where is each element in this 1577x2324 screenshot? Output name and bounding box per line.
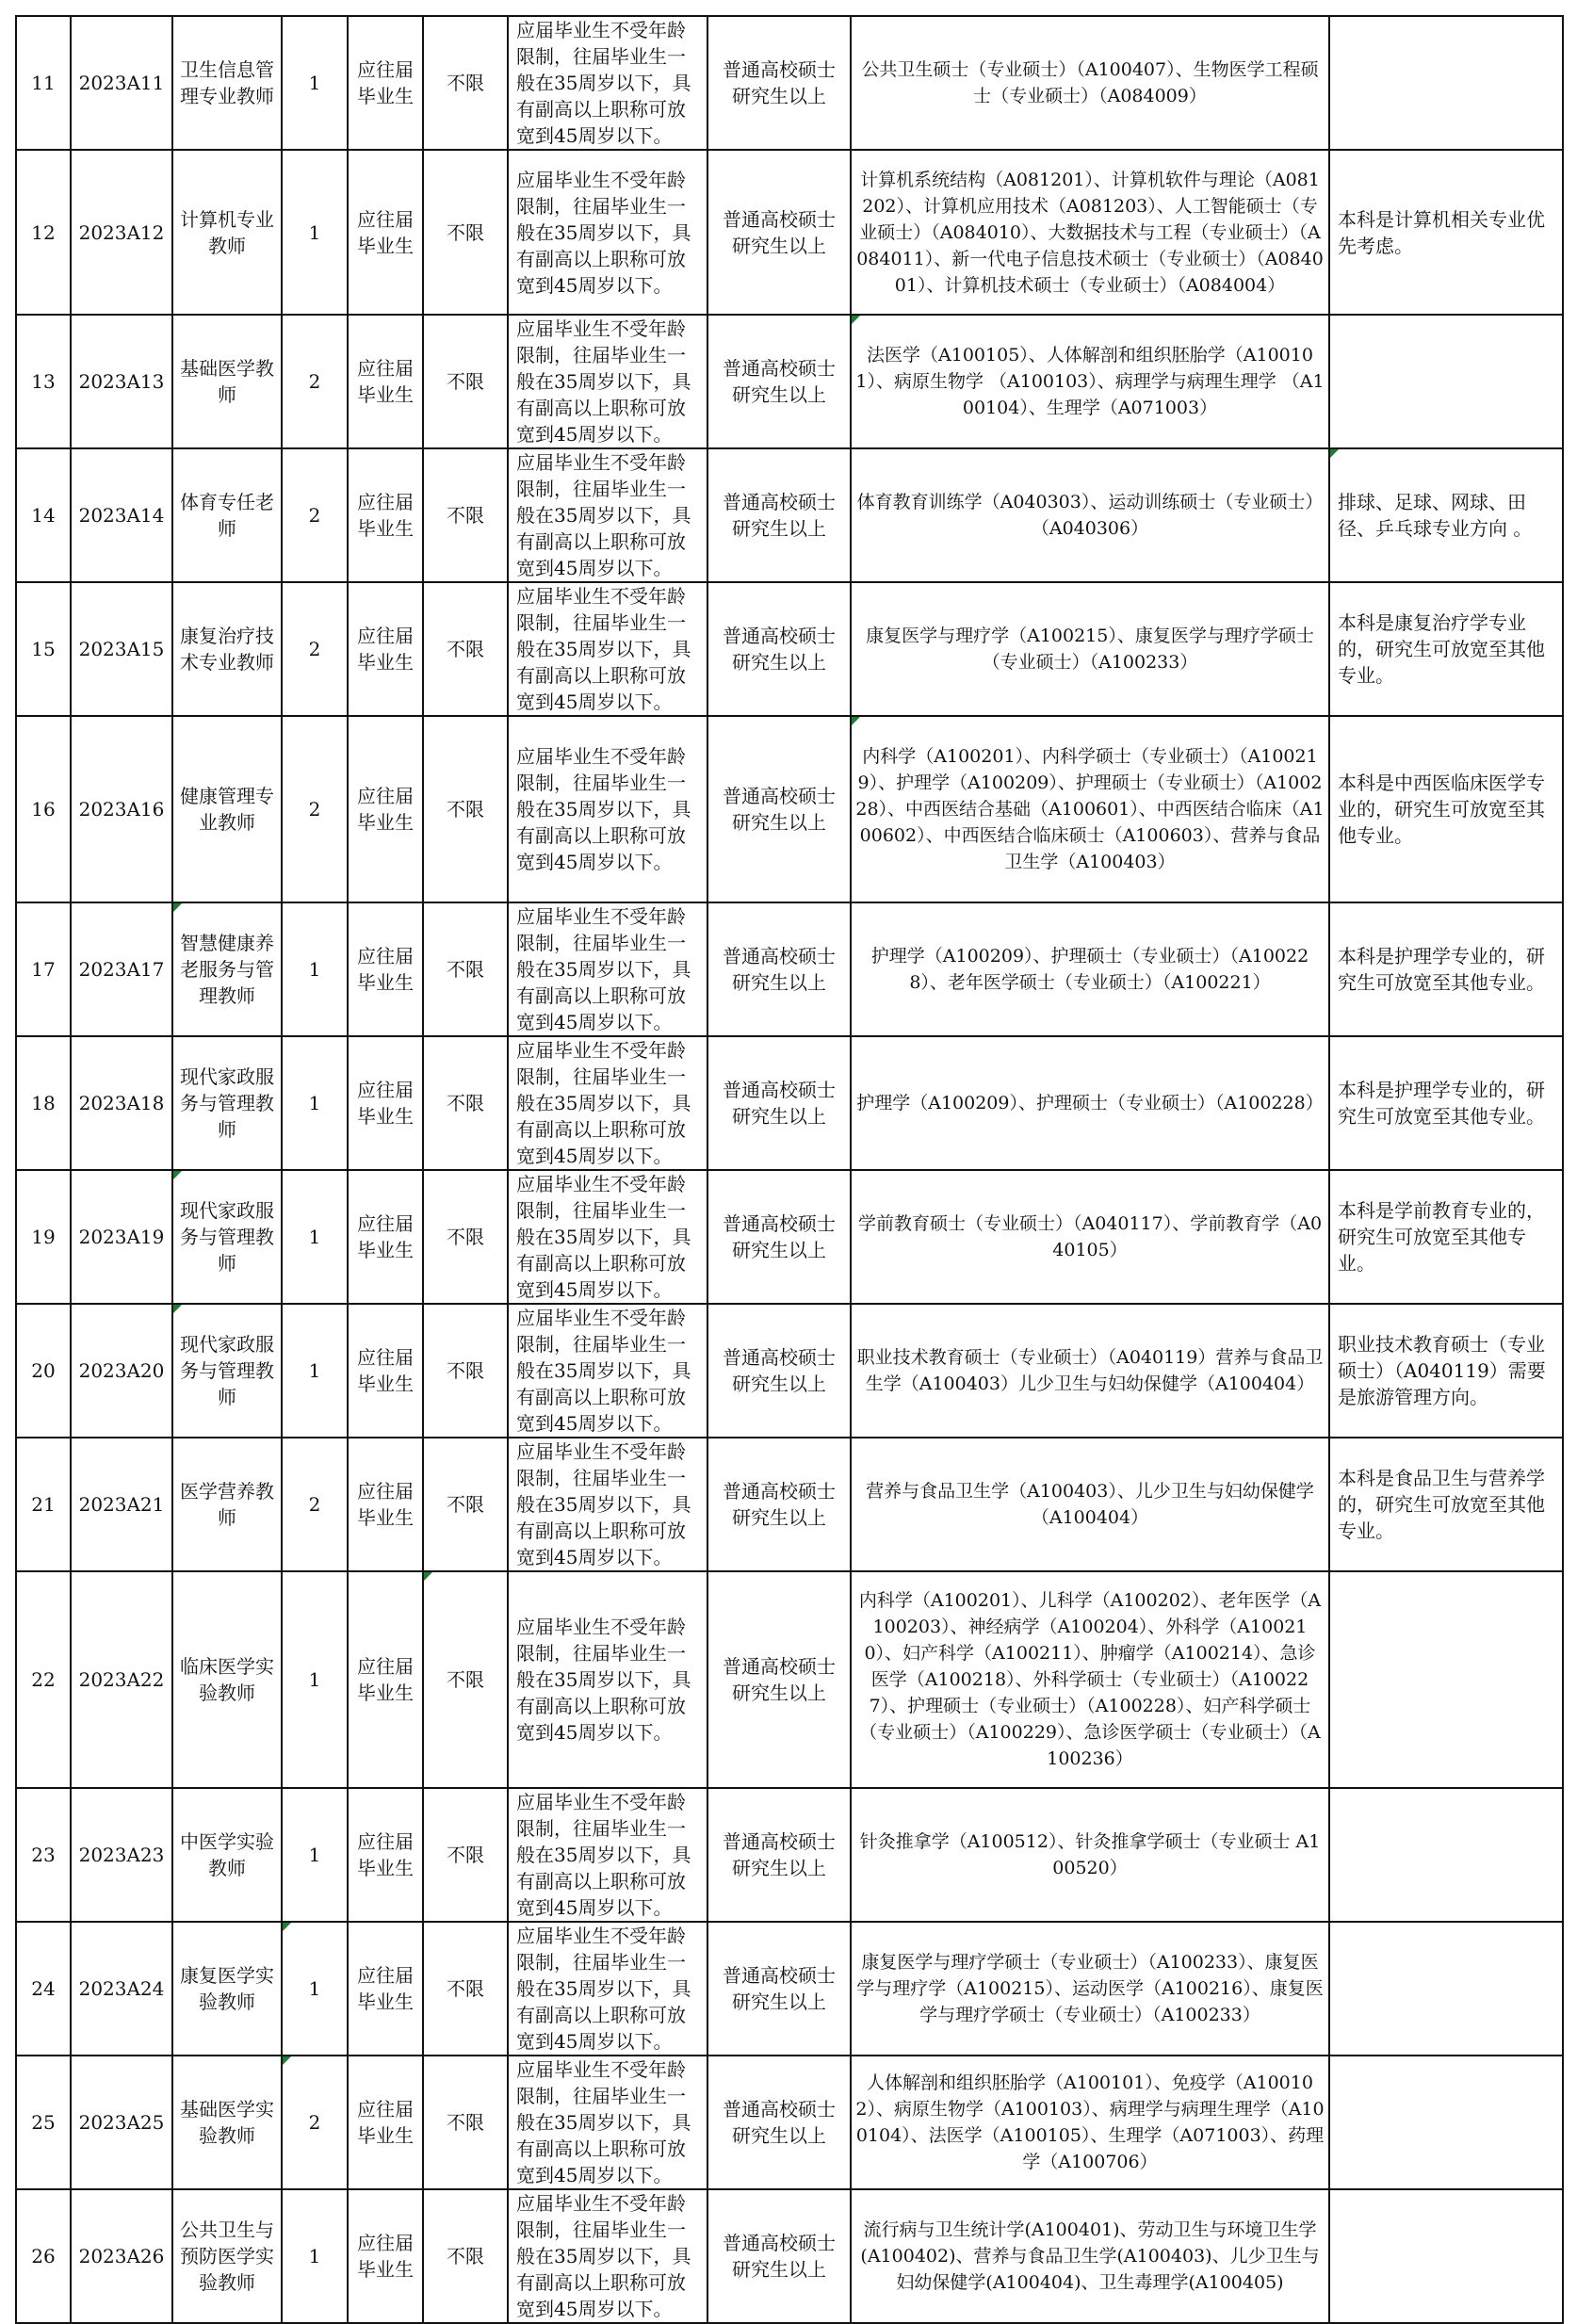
position-code-cell: 2023A12 [71,150,172,315]
row-number-cell: 20 [16,1304,71,1438]
row-number-cell: 21 [16,1438,71,1571]
row-number-cell: 25 [16,2056,71,2189]
remarks-cell [1329,315,1563,448]
hire-count-cell: 1 [282,1571,348,1788]
applicant-source-cell: 应往届毕业生 [348,582,423,716]
education-requirement-cell: 普通高校硕士研究生以上 [707,1571,851,1788]
political-status-cell: 不限 [423,1571,508,1788]
major-requirement-cell: 流行病与卫生统计学(A100401)、劳动卫生与环境卫生学(A100402)、营养与食品卫生学(A100403)、儿少卫生与妇幼保健学(A100404)、卫生毒理学(A100405) [851,2189,1329,2323]
applicant-source-cell: 应往届毕业生 [348,1571,423,1788]
remarks-cell: 本科是计算机相关专业优先考虑。 [1329,150,1563,315]
major-requirement-cell: 内科学（A100201）、内科学硕士（专业硕士）（A100219）、护理学（A100209）、护理硕士（专业硕士）（A100228）、中西医结合基础（A100601）、中西医结合临床（A100602）、中西医结合临床硕士（A100603）、营养与食品卫生学（A100403） [851,716,1329,902]
position-name-cell: 康复医学实验教师 [172,1922,282,2056]
position-name-cell: 计算机专业教师 [172,150,282,315]
major-requirement-cell: 公共卫生硕士（专业硕士）（A100407）、生物医学工程硕士（专业硕士）（A084009） [851,16,1329,150]
applicant-source-cell: 应往届毕业生 [348,448,423,582]
political-status-cell: 不限 [423,716,508,902]
major-requirement-cell: 学前教育硕士（专业硕士）（A040117）、学前教育学（A040105） [851,1170,1329,1304]
table-row [16,1438,1563,1571]
age-requirement-cell: 应届毕业生不受年龄限制，往届毕业生一般在35周岁以下，具有副高以上职称可放宽到45周岁以下。 [508,1571,707,1788]
hire-count-cell: 1 [282,1788,348,1922]
applicant-source-cell: 应往届毕业生 [348,1304,423,1438]
applicant-source-cell: 应往届毕业生 [348,16,423,150]
table-row [16,150,1563,315]
row-number-cell: 13 [16,315,71,448]
position-code-cell: 2023A18 [71,1036,172,1170]
education-requirement-cell: 普通高校硕士研究生以上 [707,2056,851,2189]
applicant-source-cell: 应往届毕业生 [348,1922,423,2056]
row-number-cell: 23 [16,1788,71,1922]
major-requirement-cell: 计算机系统结构（A081201）、计算机软件与理论（A081202）、计算机应用技术（A081203）、人工智能硕士（专业硕士）（A084010）、大数据技术与工程（专业硕士）（A084011）、新一代电子信息技术硕士（专业硕士）（A084001）、计算机技术硕士（专业硕士）（A084004） [851,150,1329,315]
political-status-cell: 不限 [423,582,508,716]
hire-count-cell: 2 [282,2056,348,2189]
table-row [16,902,1563,1036]
applicant-source-cell: 应往届毕业生 [348,2056,423,2189]
age-requirement-cell: 应届毕业生不受年龄限制，往届毕业生一般在35周岁以下，具有副高以上职称可放宽到45周岁以下。 [508,2189,707,2323]
table-row [16,1571,1563,1788]
remarks-cell: 本科是食品卫生与营养学的，研究生可放宽至其他专业。 [1329,1438,1563,1571]
age-requirement-cell: 应届毕业生不受年龄限制，往届毕业生一般在35周岁以下，具有副高以上职称可放宽到45周岁以下。 [508,1788,707,1922]
education-requirement-cell: 普通高校硕士研究生以上 [707,582,851,716]
hire-count-cell: 1 [282,1922,348,2056]
remarks-cell [1329,1571,1563,1788]
row-number-cell: 11 [16,16,71,150]
row-number-cell: 18 [16,1036,71,1170]
hire-count-cell: 2 [282,315,348,448]
age-requirement-cell: 应届毕业生不受年龄限制，往届毕业生一般在35周岁以下，具有副高以上职称可放宽到45周岁以下。 [508,315,707,448]
row-number-cell: 15 [16,582,71,716]
major-requirement-cell: 职业技术教育硕士（专业硕士）（A040119）营养与食品卫生学（A100403）儿少卫生与妇幼保健学（A100404） [851,1304,1329,1438]
row-number-cell: 19 [16,1170,71,1304]
position-name-cell: 基础医学教师 [172,315,282,448]
age-requirement-cell: 应届毕业生不受年龄限制，往届毕业生一般在35周岁以下，具有副高以上职称可放宽到45周岁以下。 [508,16,707,150]
education-requirement-cell: 普通高校硕士研究生以上 [707,1788,851,1922]
applicant-source-cell: 应往届毕业生 [348,1036,423,1170]
major-requirement-cell: 康复医学与理疗学（A100215）、康复医学与理疗学硕士（专业硕士）（A100233） [851,582,1329,716]
political-status-cell: 不限 [423,1438,508,1571]
political-status-cell: 不限 [423,2056,508,2189]
major-requirement-cell: 针灸推拿学（A100512）、针灸推拿学硕士（专业硕士 A100520） [851,1788,1329,1922]
remarks-cell: 本科是学前教育专业的，研究生可放宽至其他专业。 [1329,1170,1563,1304]
education-requirement-cell: 普通高校硕士研究生以上 [707,150,851,315]
row-number-cell: 22 [16,1571,71,1788]
position-name-cell: 体育专任老师 [172,448,282,582]
education-requirement-cell: 普通高校硕士研究生以上 [707,2189,851,2323]
position-name-cell: 中医学实验教师 [172,1788,282,1922]
applicant-source-cell: 应往届毕业生 [348,902,423,1036]
position-name-cell: 现代家政服务与管理教师 [172,1036,282,1170]
major-requirement-cell: 体育教育训练学（A040303）、运动训练硕士（专业硕士）（A040306） [851,448,1329,582]
remarks-cell [1329,16,1563,150]
age-requirement-cell: 应届毕业生不受年龄限制，往届毕业生一般在35周岁以下，具有副高以上职称可放宽到45周岁以下。 [508,1922,707,2056]
applicant-source-cell: 应往届毕业生 [348,716,423,902]
position-code-cell: 2023A23 [71,1788,172,1922]
age-requirement-cell: 应届毕业生不受年龄限制，往届毕业生一般在35周岁以下，具有副高以上职称可放宽到45周岁以下。 [508,1304,707,1438]
age-requirement-cell: 应届毕业生不受年龄限制，往届毕业生一般在35周岁以下，具有副高以上职称可放宽到45周岁以下。 [508,716,707,902]
table-body [16,16,1563,2323]
age-requirement-cell: 应届毕业生不受年龄限制，往届毕业生一般在35周岁以下，具有副高以上职称可放宽到45周岁以下。 [508,1036,707,1170]
position-code-cell: 2023A16 [71,716,172,902]
remarks-cell: 排球、足球、网球、田径、乒乓球专业方向 。 [1329,448,1563,582]
major-requirement-cell: 护理学（A100209）、护理硕士（专业硕士）（A100228）、老年医学硕士（专业硕士）（A100221） [851,902,1329,1036]
hire-count-cell: 2 [282,716,348,902]
age-requirement-cell: 应届毕业生不受年龄限制，往届毕业生一般在35周岁以下，具有副高以上职称可放宽到45周岁以下。 [508,2056,707,2189]
hire-count-cell: 2 [282,448,348,582]
hire-count-cell: 1 [282,1170,348,1304]
political-status-cell: 不限 [423,1788,508,1922]
row-number-cell: 12 [16,150,71,315]
political-status-cell: 不限 [423,2189,508,2323]
major-requirement-cell: 内科学（A100201）、儿科学（A100202）、老年医学（A100203）、神经病学（A100204）、外科学（A100210）、妇产科学（A100211）、肿瘤学（A100214）、急诊医学（A100218）、外科学硕士（专业硕士）（A100227）、护理硕士（专业硕士）（A100228）、妇产科学硕士（专业硕士）（A100229）、急诊医学硕士（专业硕士）（A100236） [851,1571,1329,1788]
major-requirement-cell: 护理学（A100209）、护理硕士（专业硕士）（A100228） [851,1036,1329,1170]
hire-count-cell: 1 [282,150,348,315]
position-code-cell: 2023A21 [71,1438,172,1571]
position-name-cell: 临床医学实验教师 [172,1571,282,1788]
position-code-cell: 2023A19 [71,1170,172,1304]
table-row [16,448,1563,582]
political-status-cell: 不限 [423,1922,508,2056]
position-code-cell: 2023A15 [71,582,172,716]
political-status-cell: 不限 [423,315,508,448]
position-name-cell: 基础医学实验教师 [172,2056,282,2189]
row-number-cell: 17 [16,902,71,1036]
education-requirement-cell: 普通高校硕士研究生以上 [707,1304,851,1438]
education-requirement-cell: 普通高校硕士研究生以上 [707,1438,851,1571]
political-status-cell: 不限 [423,1170,508,1304]
hire-count-cell: 1 [282,1036,348,1170]
position-code-cell: 2023A17 [71,902,172,1036]
education-requirement-cell: 普通高校硕士研究生以上 [707,902,851,1036]
education-requirement-cell: 普通高校硕士研究生以上 [707,1170,851,1304]
row-number-cell: 16 [16,716,71,902]
table-row [16,582,1563,716]
political-status-cell: 不限 [423,448,508,582]
row-number-cell: 26 [16,2189,71,2323]
education-requirement-cell: 普通高校硕士研究生以上 [707,1036,851,1170]
applicant-source-cell: 应往届毕业生 [348,1438,423,1571]
remarks-cell: 本科是康复治疗学专业的，研究生可放宽至其他专业。 [1329,582,1563,716]
political-status-cell: 不限 [423,16,508,150]
applicant-source-cell: 应往届毕业生 [348,150,423,315]
position-name-cell: 健康管理专业教师 [172,716,282,902]
position-name-cell: 现代家政服务与管理教师 [172,1304,282,1438]
applicant-source-cell: 应往届毕业生 [348,1170,423,1304]
position-code-cell: 2023A11 [71,16,172,150]
table-row [16,1788,1563,1922]
applicant-source-cell: 应往届毕业生 [348,315,423,448]
position-code-cell: 2023A13 [71,315,172,448]
position-name-cell: 医学营养教师 [172,1438,282,1571]
age-requirement-cell: 应届毕业生不受年龄限制，往届毕业生一般在35周岁以下，具有副高以上职称可放宽到45周岁以下。 [508,902,707,1036]
applicant-source-cell: 应往届毕业生 [348,1788,423,1922]
table-row [16,716,1563,902]
remarks-cell: 本科是中西医临床医学专业的，研究生可放宽至其他专业。 [1329,716,1563,902]
table-row [16,1304,1563,1438]
political-status-cell: 不限 [423,902,508,1036]
hire-count-cell: 1 [282,902,348,1036]
position-code-cell: 2023A14 [71,448,172,582]
remarks-cell [1329,2056,1563,2189]
recruitment-table [15,15,1564,2324]
table-row [16,2056,1563,2189]
table-row [16,1922,1563,2056]
table-row [16,1036,1563,1170]
position-name-cell: 康复治疗技术专业教师 [172,582,282,716]
major-requirement-cell: 人体解剖和组织胚胎学（A100101）、免疫学（A100102）、病原生物学（A100103）、病理学与病理生理学（A100104）、法医学（A100105）、生理学（A071003）、药理学（A100706） [851,2056,1329,2189]
age-requirement-cell: 应届毕业生不受年龄限制，往届毕业生一般在35周岁以下，具有副高以上职称可放宽到45周岁以下。 [508,1170,707,1304]
position-code-cell: 2023A22 [71,1571,172,1788]
position-code-cell: 2023A24 [71,1922,172,2056]
position-name-cell: 现代家政服务与管理教师 [172,1170,282,1304]
row-number-cell: 14 [16,448,71,582]
position-name-cell: 公共卫生与预防医学实验教师 [172,2189,282,2323]
political-status-cell: 不限 [423,1036,508,1170]
hire-count-cell: 1 [282,16,348,150]
age-requirement-cell: 应届毕业生不受年龄限制，往届毕业生一般在35周岁以下，具有副高以上职称可放宽到45周岁以下。 [508,448,707,582]
education-requirement-cell: 普通高校硕士研究生以上 [707,16,851,150]
age-requirement-cell: 应届毕业生不受年龄限制，往届毕业生一般在35周岁以下，具有副高以上职称可放宽到45周岁以下。 [508,582,707,716]
major-requirement-cell: 法医学（A100105）、人体解剖和组织胚胎学（A100101）、病原生物学 （A100103）、病理学与病理生理学 （A100104）、生理学（A071003） [851,315,1329,448]
position-name-cell: 智慧健康养老服务与管理教师 [172,902,282,1036]
row-number-cell: 24 [16,1922,71,2056]
applicant-source-cell: 应往届毕业生 [348,2189,423,2323]
education-requirement-cell: 普通高校硕士研究生以上 [707,1922,851,2056]
remarks-cell: 本科是护理学专业的，研究生可放宽至其他专业。 [1329,902,1563,1036]
remarks-cell: 本科是护理学专业的，研究生可放宽至其他专业。 [1329,1036,1563,1170]
political-status-cell: 不限 [423,150,508,315]
table-row [16,2189,1563,2323]
position-name-cell: 卫生信息管理专业教师 [172,16,282,150]
major-requirement-cell: 康复医学与理疗学硕士（专业硕士）（A100233）、康复医学与理疗学（A100215）、运动医学（A100216）、康复医学与理疗学硕士（专业硕士）（A100233） [851,1922,1329,2056]
position-code-cell: 2023A26 [71,2189,172,2323]
remarks-cell [1329,1788,1563,1922]
hire-count-cell: 1 [282,2189,348,2323]
education-requirement-cell: 普通高校硕士研究生以上 [707,448,851,582]
education-requirement-cell: 普通高校硕士研究生以上 [707,716,851,902]
remarks-cell: 职业技术教育硕士（专业硕士）（A040119）需要是旅游管理方向。 [1329,1304,1563,1438]
hire-count-cell: 1 [282,1304,348,1438]
table-row [16,16,1563,150]
hire-count-cell: 2 [282,1438,348,1571]
table-row [16,1170,1563,1304]
remarks-cell [1329,1922,1563,2056]
major-requirement-cell: 营养与食品卫生学（A100403）、儿少卫生与妇幼保健学（A100404） [851,1438,1329,1571]
position-code-cell: 2023A25 [71,2056,172,2189]
political-status-cell: 不限 [423,1304,508,1438]
age-requirement-cell: 应届毕业生不受年龄限制，往届毕业生一般在35周岁以下，具有副高以上职称可放宽到45周岁以下。 [508,1438,707,1571]
position-code-cell: 2023A20 [71,1304,172,1438]
education-requirement-cell: 普通高校硕士研究生以上 [707,315,851,448]
hire-count-cell: 2 [282,582,348,716]
remarks-cell [1329,2189,1563,2323]
age-requirement-cell: 应届毕业生不受年龄限制，往届毕业生一般在35周岁以下，具有副高以上职称可放宽到45周岁以下。 [508,150,707,315]
table-row [16,315,1563,448]
